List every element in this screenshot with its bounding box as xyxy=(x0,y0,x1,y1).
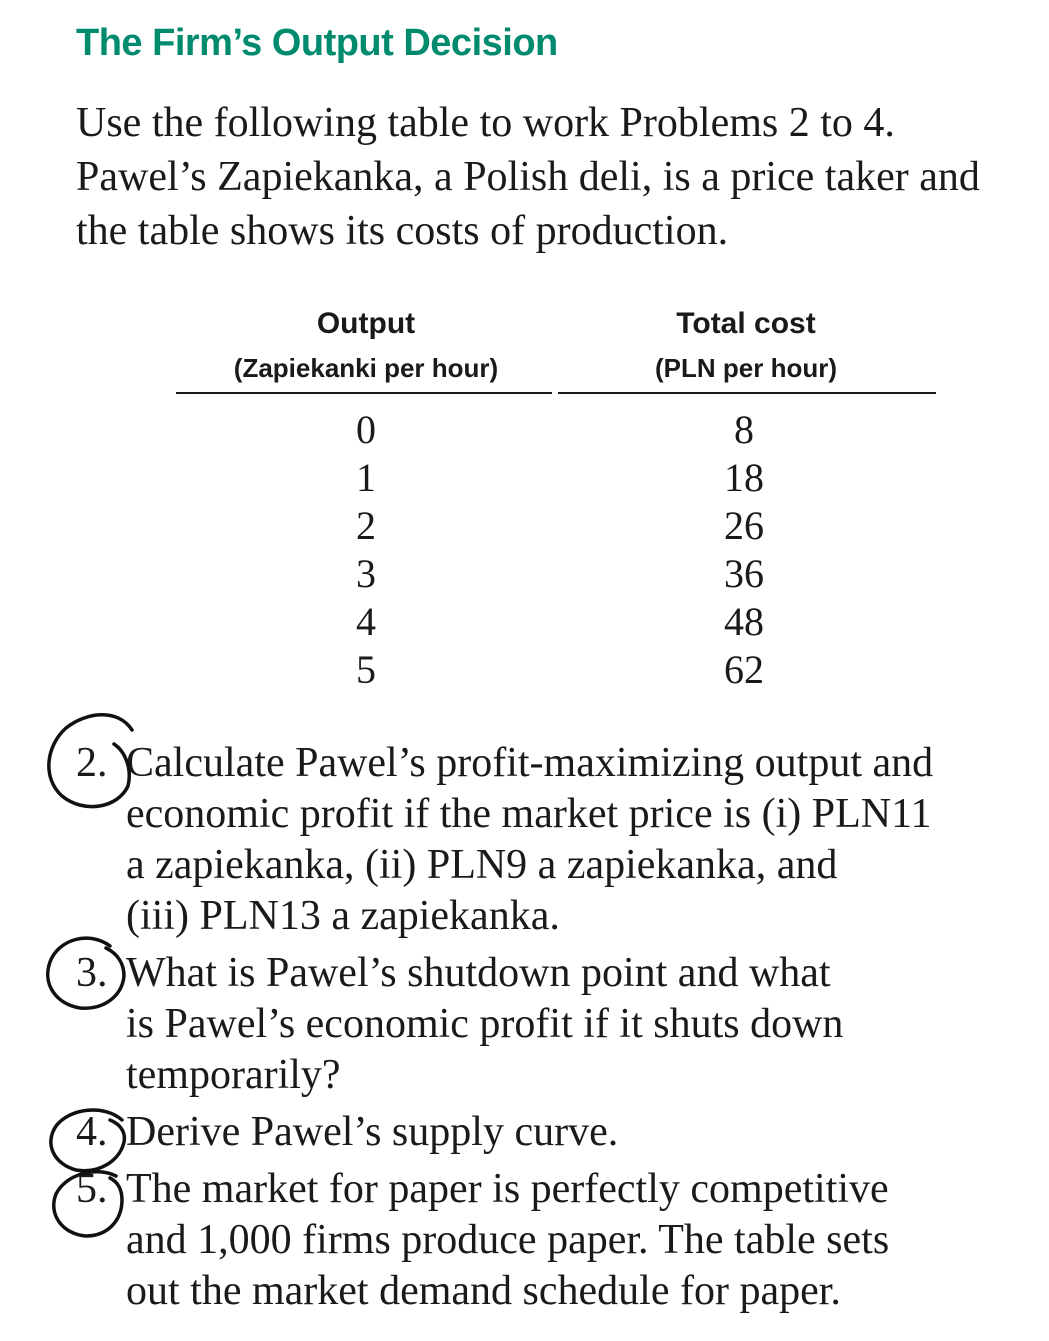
output-cell: 4 xyxy=(356,599,376,644)
table-header-rule xyxy=(176,392,552,394)
intro-line: Use the following table to work Problems 2 to 4. xyxy=(76,100,895,146)
problem-line: (iii) PLN13 a zapiekanka. xyxy=(126,893,560,939)
output-cell: 1 xyxy=(356,455,376,500)
output-header-title: Output xyxy=(316,307,416,340)
total-cost-cell: 48 xyxy=(724,599,764,644)
total-cost-cell: 26 xyxy=(724,503,764,548)
problem-line: a zapiekanka, (ii) PLN9 a zapiekanka, and xyxy=(126,842,838,888)
intro-line: Pawel’s Zapiekanka, a Polish deli, is a price taker and xyxy=(76,154,980,200)
problem-line: Calculate Pawel’s profit-maximizing output and xyxy=(126,740,934,786)
total-cost-column xyxy=(644,406,844,694)
output-header-unit: (Zapiekanki per hour) xyxy=(233,353,499,383)
total-cost-cell: 36 xyxy=(724,551,764,596)
section-title: The Firm’s Output Decision xyxy=(76,22,558,64)
total-cost-header-title: Total cost xyxy=(676,307,816,340)
problem-line: economic profit if the market price is (i) PLN11 xyxy=(126,791,932,837)
table-header-rule xyxy=(558,392,936,394)
problem-5 xyxy=(76,1164,1036,1317)
problem-number: 2. xyxy=(76,740,108,786)
intro-paragraph xyxy=(76,96,1036,258)
problem-line: What is Pawel’s shutdown point and what xyxy=(126,950,831,996)
problem-line: Derive Pawel’s supply curve. xyxy=(126,1109,619,1155)
output-cell: 2 xyxy=(356,503,376,548)
problem-number: 5. xyxy=(76,1166,108,1212)
output-cell: 5 xyxy=(356,647,376,692)
problem-number: 3. xyxy=(76,950,108,996)
problem-list xyxy=(76,738,1036,1317)
total-cost-cell: 8 xyxy=(734,407,754,452)
problem-line: and 1,000 firms produce paper. The table sets xyxy=(126,1217,890,1263)
output-cell: 3 xyxy=(356,551,376,596)
problem-2 xyxy=(76,738,1036,942)
output-column xyxy=(266,406,466,694)
problem-line: The market for paper is perfectly competitive xyxy=(126,1166,889,1212)
total-cost-header-unit: (PLN per hour) xyxy=(655,353,837,383)
problem-line: out the market demand schedule for paper. xyxy=(126,1268,841,1314)
problem-3 xyxy=(76,948,1036,1101)
intro-line: the table shows its costs of production. xyxy=(76,208,729,254)
output-cell: 0 xyxy=(356,407,376,452)
problem-4 xyxy=(76,1107,1036,1158)
total-cost-column-header xyxy=(556,304,936,388)
problem-number: 4. xyxy=(76,1109,108,1155)
output-column-header xyxy=(176,304,556,388)
problem-line: is Pawel’s economic profit if it shuts down xyxy=(126,1001,844,1047)
total-cost-cell: 18 xyxy=(724,455,764,500)
problem-line: temporarily? xyxy=(126,1052,341,1098)
total-cost-cell: 62 xyxy=(724,647,764,692)
